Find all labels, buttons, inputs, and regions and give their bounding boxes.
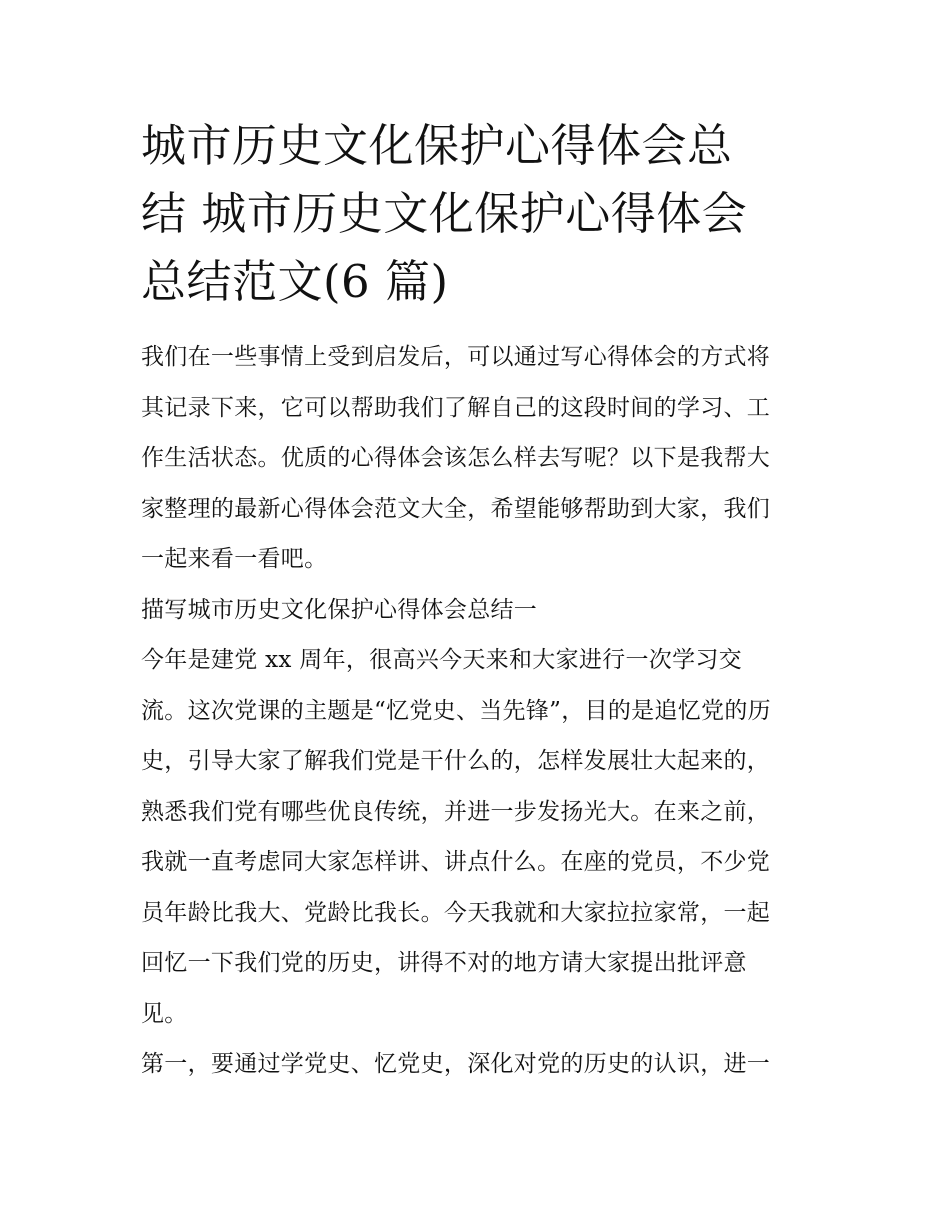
body-line: 今年是建党 xx 周年，很高兴今天来和大家进行一次学习交 [141,647,742,673]
body-line: 流。这次党课的主题是“忆党史、当先锋”，目的是追忆党的历 [141,697,771,724]
title-line: 结 城市历史文化保护心得体会 [141,187,748,240]
intro-paragraph [141,332,813,585]
intro-line: 我们在一些事情上受到启发后，可以通过写心得体会的方式将 [141,344,771,370]
document-page [141,112,813,1090]
body-line: 见。 [141,1000,188,1027]
next-line: 第一，要通过学党史、忆党史，深化对党的历史的认识，进一 [141,1051,771,1077]
body-line: 我就一直考虑同大家怎样讲、讲点什么。在座的党员，不少党 [141,849,771,875]
intro-line: 其记录下来，它可以帮助我们了解自己的这段时间的学习、工 [141,394,771,421]
intro-line: 作生活状态。优质的心得体会该怎么样去写呢？以下是我帮大 [141,445,771,471]
title-line: 城市历史文化保护心得体会总 [141,119,733,172]
next-paragraph [141,1039,813,1090]
body-paragraph [141,635,813,1039]
section-heading: 描写城市历史文化保护心得体会总结一 [141,596,538,623]
body-line: 回忆一下我们党的历史，讲得不对的地方请大家提出批评意 [141,950,747,976]
intro-line: 家整理的最新心得体会范文大全，希望能够帮助到大家，我们 [141,495,771,522]
body-line: 史，引导大家了解我们党是干什么的，怎样发展壮大起来的， [141,748,771,774]
body-line: 熟悉我们党有哪些优良传统，并进一步发扬光大。在来之前， [141,798,771,825]
title-line: 总结范文(6 篇) [141,255,449,308]
body-line: 员年龄比我大、党龄比我长。今天我就和大家拉拉家常，一起 [141,899,771,926]
intro-line: 一起来看一看吧。 [141,546,328,572]
document-title [141,112,813,316]
